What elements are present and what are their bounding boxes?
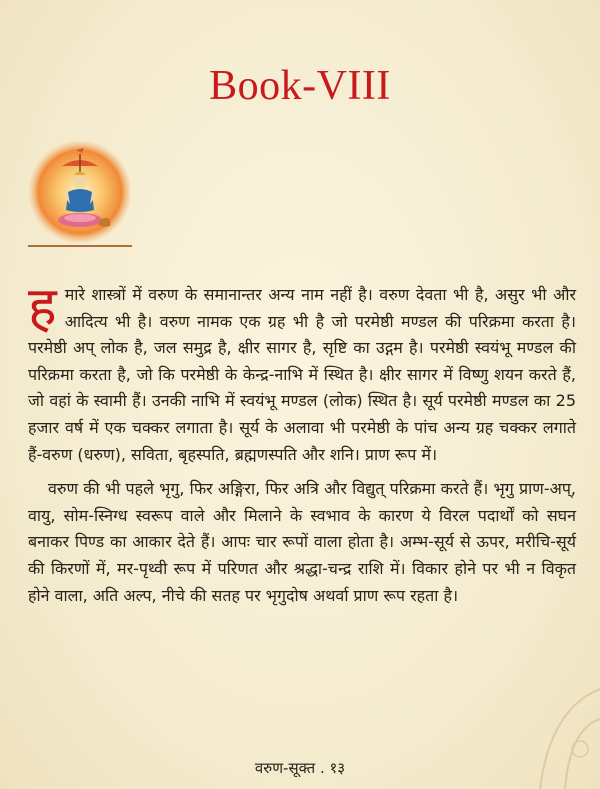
article-body (28, 275, 576, 609)
title-divider (28, 245, 132, 247)
page-title: Book-VIII (209, 63, 391, 109)
paragraph-1-text: मारे शास्त्रों में वरुण के समानान्तर अन्य नाम नहीं है। वरुण देवता भी है, असुर भी और आदित्य भी है। वरुण नामक एक ग्रह भी है जो परमेष्ठी मण्डल की परिक्रमा करता है। परमेष्ठी अप् लोक है, जल समुद्र है, क्षीर सागर है, सृष्टि का उद्गम है। परमेष्ठी स्वयंभू मण्डल की परिक्रमा करता है, जो कि परमेष्ठी के केन्द्र-नाभि में स्थित है। क्षीर सागर में विष्णु शयन करते हैं, जो वहां के स्वामी हैं। उनकी नाभि में स्वयंभू मण्डल (लोक) स्थित है। सूर्य परमेष्ठी मण्डल का 25 हजार वर्ष में एक चक्कर लगाता है। सूर्य के अलावा भी परमेष्ठी के पांच अन्य ग्रह चक्कर लगाते हैं-वरुण (धरुण), सविता, बृहस्पति, ब्रह्मणस्पति और शनि। प्राण रूप में। (28, 285, 576, 464)
page-footer: वरुण-सूक्त . १३ (254, 759, 346, 777)
paragraph-2: वरुण की भी पहले भृगु, फिर अङ्गिरा, फिर अत्रि और विद्युत् परिक्रमा करते हैं। भृगु प्राण-अप्, वायु, सोम-स्निग्ध स्वरूप वाले और मिलाने के स्वभाव के कारण ये विरल पदार्थों को सघन बनाकर पिण्ड का आकार देते हैं। आपः चार रूपों वाला होता है। अम्भ-सूर्य से ऊपर, मरीचि-सूर्य की किरणों में, मर-पृथ्वी रूप में परिणत और श्रद्धा-चन्द्र राशि में। विकार होने पर भी न विकृत होने वाला, अति अल्प, नीचे की सतह पर भृगुदोष अथर्वा प्राण रूप रहता है। (28, 479, 576, 605)
drop-cap: ह (28, 275, 57, 338)
paragraph-1 (28, 275, 576, 468)
deity-medallion-icon (28, 140, 132, 244)
